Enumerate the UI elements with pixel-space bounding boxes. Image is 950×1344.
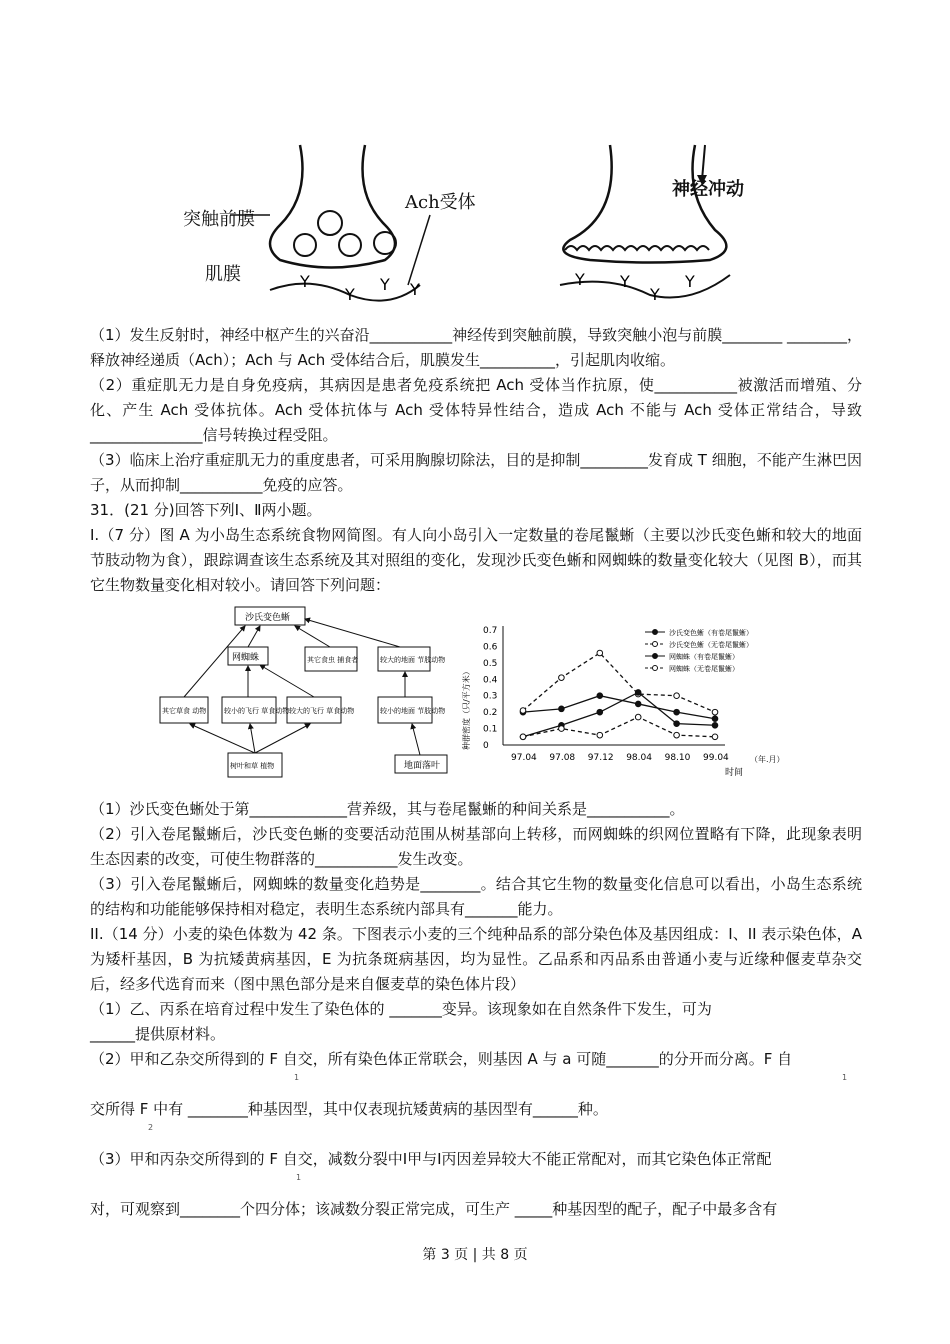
subscript-1b: 1 bbox=[842, 1073, 848, 1082]
subscript-1c: 1 bbox=[296, 1173, 302, 1182]
chart-point bbox=[597, 650, 603, 656]
chart-legend-marker bbox=[653, 666, 658, 671]
chart-legend-marker bbox=[653, 642, 658, 647]
q31-ii-part1a: （1）乙、丙系在培育过程中发生了染色体的 _______变异。该现象如在自然条件下发生，可为 bbox=[90, 1000, 712, 1018]
svg-text:Y: Y bbox=[650, 285, 660, 304]
q31-ii-part2a: （2）甲和乙杂交所得到的 F 自交，所有染色体正常联会，则基因 A 与 a 可随_______的分开而分离。F 自 bbox=[90, 1050, 793, 1068]
chart-point bbox=[559, 706, 565, 712]
chart-series-line bbox=[523, 696, 715, 719]
chart-point bbox=[559, 726, 565, 732]
chart-point bbox=[674, 732, 680, 738]
label-muscle-membrane: 肌膜 bbox=[205, 264, 241, 285]
chart-point bbox=[559, 675, 565, 681]
fw-other-pred: 其它食虫 捕食者 bbox=[307, 656, 359, 664]
chart-y-tick-label: 0.7 bbox=[483, 626, 498, 636]
chart-series-line bbox=[523, 717, 715, 737]
chart-point bbox=[674, 721, 680, 727]
chart-legend-marker bbox=[653, 630, 658, 635]
page-footer: 第 3 页 | 共 8 页 bbox=[422, 1247, 528, 1263]
q31-i-part2: （2）引入卷尾鬣蜥后，沙氏变色蜥的变要活动范围从树基部向上转移，而网蜘蛛的织网位置略有下降，此现象表明生态因素的改变，可使生物群落的___________发生改变。 bbox=[90, 825, 862, 868]
fw-other-herb: 其它草食 动物 bbox=[162, 707, 207, 715]
fw-big-fly: 较大的飞行 草食动物 bbox=[289, 707, 355, 715]
svg-text:Y: Y bbox=[575, 270, 585, 289]
chart-x-tick-label: 98.10 bbox=[664, 753, 691, 763]
chart-x-tick-label: 97.08 bbox=[549, 753, 576, 763]
q30-part3: （3）临床上治疗重症肌无力的重度患者，可采用胸腺切除法，目的是抑制_________发育成 T 细胞，不能产生淋巴因子，从而抑制___________免疫的应答。 bbox=[90, 451, 862, 494]
chart-point bbox=[635, 701, 641, 707]
chart-xlabel: 时间 bbox=[725, 768, 744, 778]
fw-top: 沙氏变色蜥 bbox=[245, 613, 291, 623]
chart-legend-label: 网蜘蛛（有卷尾鬣蜥） bbox=[669, 653, 739, 661]
chart-point bbox=[712, 716, 718, 722]
fw-plant: 树叶和草 植物 bbox=[230, 762, 275, 770]
food-web-diagram bbox=[150, 605, 450, 785]
chart-y-tick-label: 0.5 bbox=[483, 658, 498, 669]
chart-x-tick-label: 97.12 bbox=[587, 753, 614, 763]
subscript-1a: 1 bbox=[294, 1073, 300, 1082]
chart-point bbox=[674, 709, 680, 715]
q31-i-intro: I.（7 分）图 A 为小岛生态系统食物网简图。有人向小岛引入一定数量的卷尾鬣蜥（主要以沙氏变色蜥和较大的地面节肢动物为食），跟踪调查该生态系统及其对照组的变化，发现沙氏变色蜥和网蜘蛛的数量变化较大（见图 B），而其它生物数量变化相对较小。请回答下列问题： bbox=[90, 526, 862, 594]
chart-legend-label: 沙氏变色蜥（有卷尾鬣蜥） bbox=[669, 629, 753, 637]
fw-litter: 地面落叶 bbox=[404, 761, 441, 771]
chart-x-tick-label: 97.04 bbox=[511, 753, 537, 763]
chart-point bbox=[597, 732, 603, 738]
svg-text:Y: Y bbox=[685, 272, 695, 291]
q31-ii-part3a: （3）甲和丙杂交所得到的 F 自交，减数分裂中Ⅰ甲与Ⅰ丙因差异较大不能正常配对，而其它染色体正常配 bbox=[90, 1150, 772, 1168]
chart-point bbox=[674, 693, 680, 699]
q30-part1: （1）发生反射时，神经中枢产生的兴奋沿___________神经传到突触前膜，导致突触小泡与前膜________ ________，释放神经递质（Ach）；Ach 与 Ach 受体结合后，肌膜发生__________，引起肌肉收缩。 bbox=[90, 326, 862, 369]
chart-legend-label: 网蜘蛛（无卷尾鬣蜥） bbox=[669, 665, 739, 673]
chart-legend-marker bbox=[653, 654, 658, 659]
chart-point bbox=[712, 709, 718, 715]
chart-x-tick-label: 99.04 bbox=[703, 753, 729, 763]
q31-i-part1: （1）沙氏变色蜥处于第_____________营养级，其与卷尾鬣蜥的种间关系是___________。 bbox=[90, 800, 685, 818]
svg-text:Y: Y bbox=[410, 280, 420, 299]
chart-x-tick-label: 98.04 bbox=[626, 753, 652, 763]
chart-point bbox=[597, 709, 603, 715]
chart-xunit: （年.月） bbox=[750, 755, 785, 764]
chart-point bbox=[635, 714, 641, 720]
q31-ii-part1b: ______提供原材料。 bbox=[90, 1025, 226, 1043]
chart-legend-label: 沙氏变色蜥（无卷尾鬣蜥） bbox=[669, 641, 753, 649]
q31-header: 31．(21 分)回答下列Ⅰ、Ⅱ两小题。 bbox=[90, 501, 322, 519]
fw-small-ground: 较小的地面 节肢动物 bbox=[380, 707, 446, 715]
chart-y-tick-label: 0 bbox=[483, 741, 489, 751]
fw-spider: 网蜘蛛 bbox=[232, 653, 260, 663]
svg-text:Y: Y bbox=[380, 275, 390, 294]
chart-y-tick-label: 0.1 bbox=[483, 724, 498, 735]
svg-text:Y: Y bbox=[300, 272, 310, 291]
chart-point bbox=[712, 722, 718, 728]
q31-i-part3: （3）引入卷尾鬣蜥后，网蜘蛛的数量变化趋势是________。结合其它生物的数量变化信息可以看出，小岛生态系统的结构和功能能够保持相对稳定，表明生态系统内部具有_______能力。 bbox=[90, 875, 862, 918]
label-nerve-impulse: 神经冲动 bbox=[672, 179, 744, 200]
chart-y-tick-label: 0.2 bbox=[483, 708, 498, 719]
chart-point bbox=[520, 708, 526, 714]
label-ach-receptor: Ach受体 bbox=[405, 192, 476, 213]
population-line-chart bbox=[455, 620, 795, 790]
label-presynaptic: 突触前膜 bbox=[183, 209, 255, 230]
chart-point bbox=[597, 693, 603, 699]
chart-y-tick-label: 0.6 bbox=[483, 642, 498, 653]
chart-y-tick-label: 0.3 bbox=[483, 691, 498, 702]
q31-ii-intro: II.（14 分）小麦的染色体数为 42 条。下图表示小麦的三个纯种品系的部分染色体及基因组成：I、II 表示染色体，A 为矮杆基因，B 为抗矮黄病基因，E 为抗条斑病基因，均为显性。乙品系和丙品系由普通小麦与近缘种偃麦草杂交后，经多代选育而来（图中黑色部分是来自偃麦草的染色体片段） bbox=[90, 925, 862, 993]
q31-ii-part3b: 对，可观察到________个四分体；该减数分裂正常完成，可生产 _____种基因型的配子，配子中最多含有 bbox=[90, 1200, 778, 1218]
fw-big-ground: 较大的地面 节肢动物 bbox=[380, 656, 446, 664]
chart-point bbox=[712, 734, 718, 740]
q31-ii-part2b: 交所得 F 中有 ________种基因型，其中仅表现抗矮黄病的基因型有______种。 bbox=[90, 1100, 608, 1118]
synapse-figure bbox=[170, 135, 790, 315]
chart-point bbox=[520, 734, 526, 740]
chart-series-line bbox=[523, 653, 715, 712]
svg-text:Y: Y bbox=[620, 272, 630, 291]
chart-ylabel: 种群密度（只/平方米） bbox=[462, 667, 471, 750]
chart-y-tick-label: 0.4 bbox=[483, 675, 498, 686]
chart-point bbox=[635, 690, 641, 696]
svg-text:Y: Y bbox=[345, 285, 355, 304]
q30-part2: （2）重症肌无力是自身免疫病，其病因是患者免疫系统把 Ach 受体当作抗原，使___________被激活而增殖、分化、产生 Ach 受体抗体。Ach 受体抗体与 Ach 受体特异性结合，造成 Ach 不能与 Ach 受体正常结合，导致_______________信号转换过程受阻。 bbox=[90, 376, 862, 444]
subscript-2: 2 bbox=[148, 1123, 154, 1132]
fw-small-fly: 较小的飞行 草食动物 bbox=[224, 707, 290, 715]
